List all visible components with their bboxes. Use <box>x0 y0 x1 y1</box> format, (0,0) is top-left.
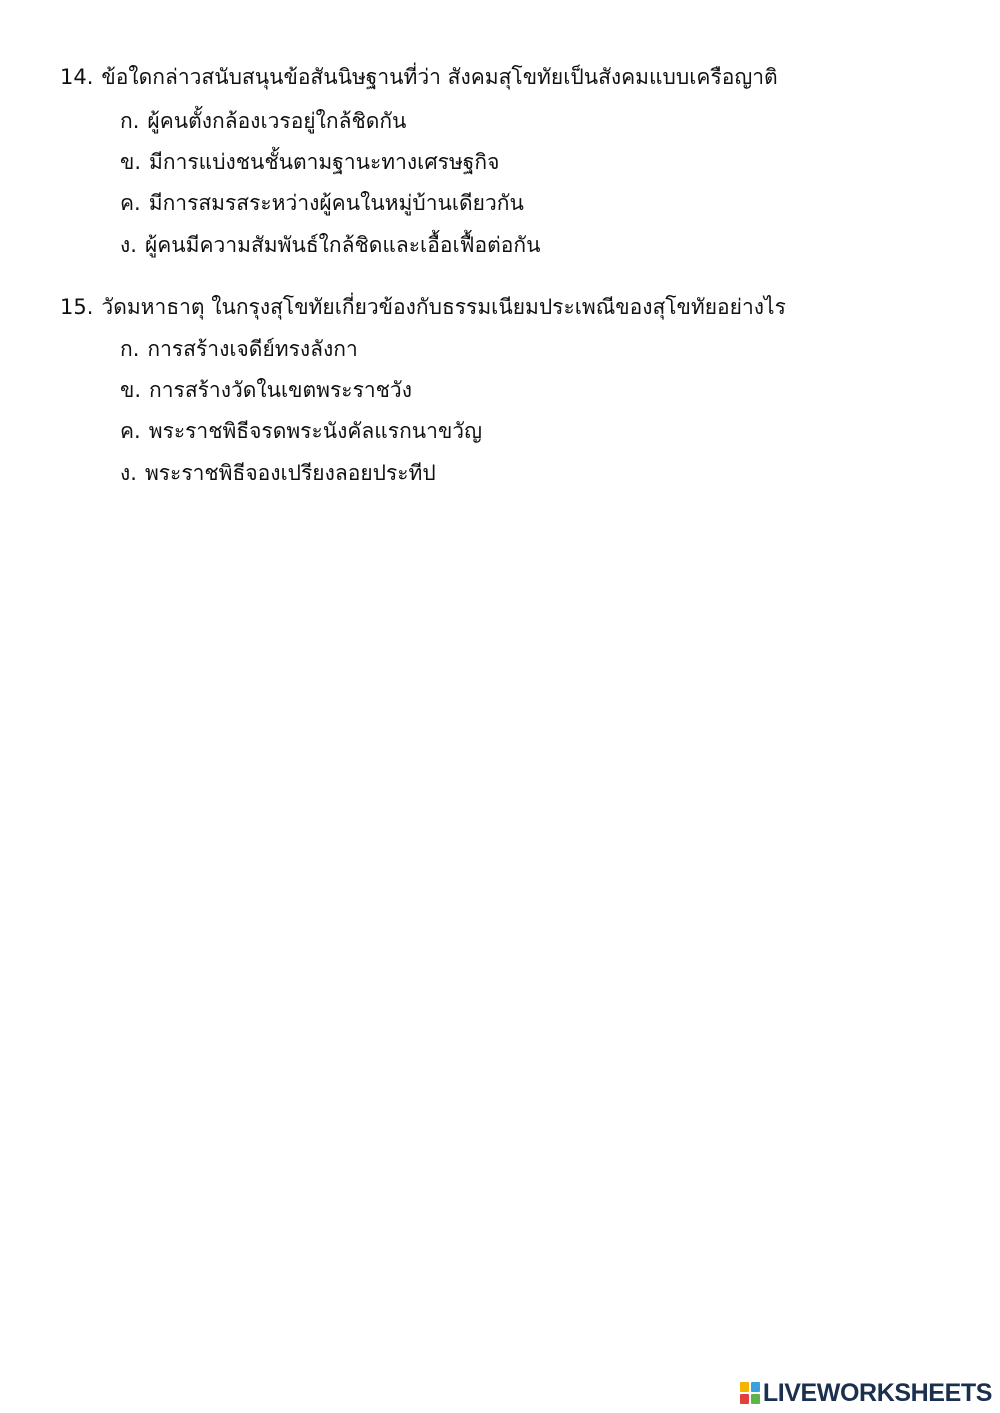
question-text: ข้อใดกล่าวสนับสนุนข้อสันนิษฐานที่ว่า สังคมสุโขทัยเป็นสังคมแบบเครือญาติ <box>101 65 778 89</box>
question-15-option-c <box>120 416 482 446</box>
option-letter: ง. <box>120 233 137 257</box>
liveworksheets-logo <box>740 1378 992 1407</box>
option-text: มีการแบ่งชนชั้นตามฐานะทางเศรษฐกิจ <box>149 150 500 174</box>
logo-tile-icon <box>740 1394 749 1404</box>
option-text: การสร้างเจดีย์ทรงลังกา <box>147 337 358 361</box>
question-14-option-a <box>120 106 406 136</box>
option-letter: ค. <box>120 191 141 215</box>
option-letter: ข. <box>120 150 142 174</box>
option-letter: ข. <box>120 378 142 402</box>
option-text: พระราชพิธีจรดพระนังคัลแรกนาขวัญ <box>148 419 482 443</box>
option-text: ผู้คนตั้งกล้องเวรอยู่ใกล้ชิดกัน <box>147 109 407 133</box>
liveworksheets-icon <box>740 1382 760 1404</box>
logo-tile-icon <box>751 1394 760 1404</box>
option-letter: ค. <box>120 419 141 443</box>
logo-tile-icon <box>751 1382 760 1392</box>
brand-name: LIVEWORKSHEETS <box>762 1378 992 1407</box>
question-number: 15. <box>60 295 94 319</box>
option-text: การสร้างวัดในเขตพระราชวัง <box>149 378 412 402</box>
option-text: พระราชพิธีจองเปรียงลอยประทีป <box>144 461 436 485</box>
logo-tile-icon <box>740 1382 749 1392</box>
question-15-option-a <box>120 334 358 364</box>
option-text: มีการสมรสระหว่างผู้คนในหมู่บ้านเดียวกัน <box>148 191 524 215</box>
option-letter: ก. <box>120 337 140 361</box>
question-15-option-d <box>120 458 436 488</box>
option-letter: ง. <box>120 461 137 485</box>
option-text: ผู้คนมีความสัมพันธ์ใกล้ชิดและเอื้อเฟื้อต่อกัน <box>144 233 541 257</box>
question-15-option-b <box>120 375 412 405</box>
question-text: วัดมหาธาตุ ในกรุงสุโขทัยเกี่ยวข้องกับธรรมเนียมประเพณีของสุโขทัยอย่างไร <box>101 295 786 319</box>
question-14-option-c <box>120 188 524 218</box>
question-14-option-d <box>120 230 540 260</box>
question-number: 14. <box>60 65 94 89</box>
question-14-stem <box>60 62 778 92</box>
question-14-option-b <box>120 147 499 177</box>
option-letter: ก. <box>120 109 140 133</box>
question-15-stem <box>60 292 786 322</box>
